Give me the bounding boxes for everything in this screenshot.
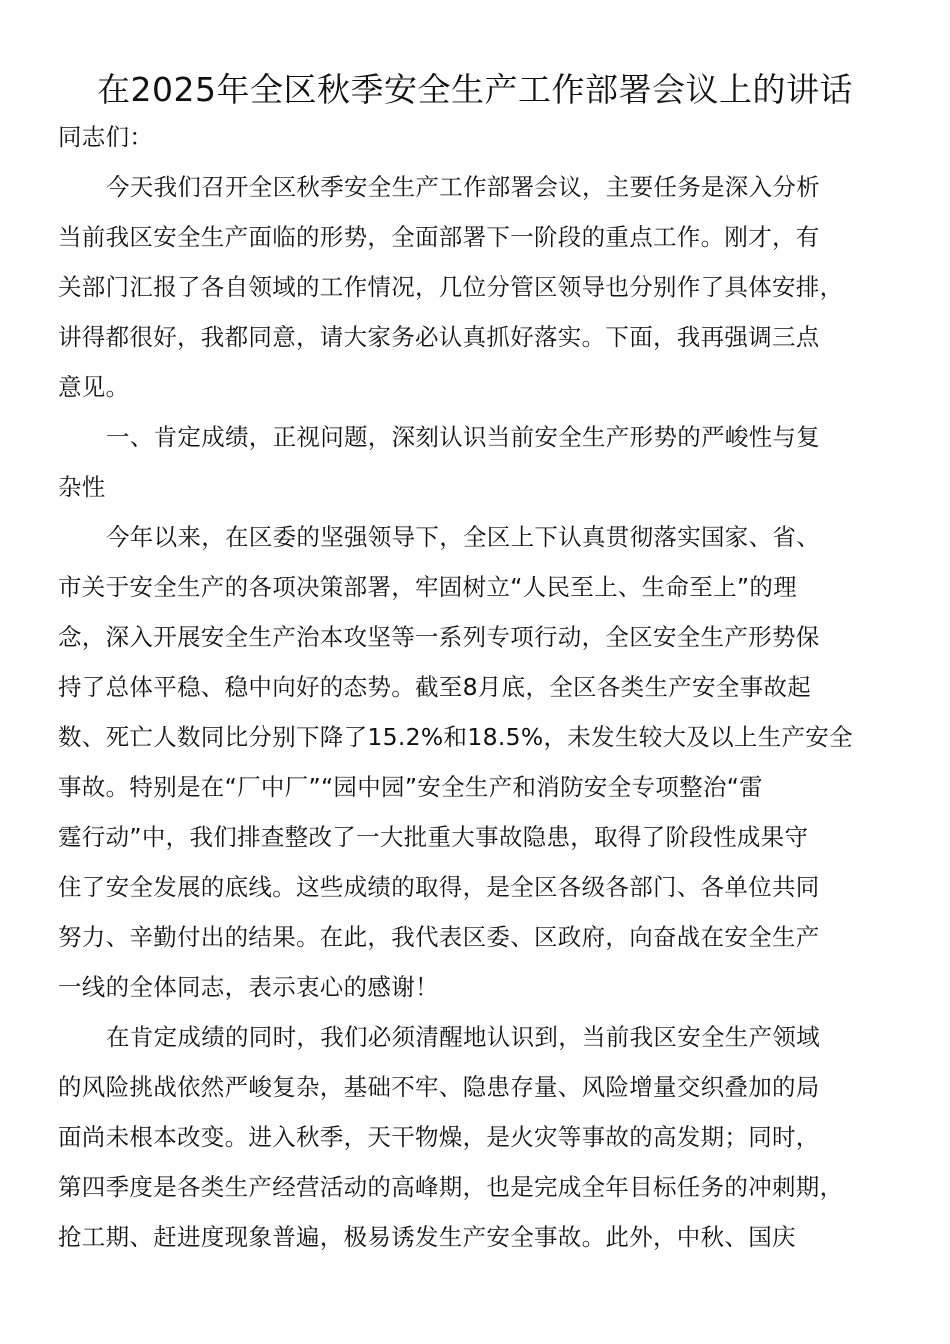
paragraph-3-line: 第四季度是各类生产经营活动的高峰期，也是完成全年目标任务的冲刺期，	[58, 1173, 844, 1201]
paragraph-2-line: 市关于安全生产的各项决策部署，牢固树立“人民至上、生命至上”的理	[58, 573, 797, 601]
paragraph-2-line: 事故。特别是在“厂中厂”“园中园”安全生产和消防安全专项整治“雷	[58, 773, 763, 801]
paragraph-2-line: 今年以来，在区委的坚强领导下，全区上下认真贯彻落实国家、省、	[106, 523, 820, 551]
paragraph-2-line: 一线的全体同志，表示衷心的感谢！	[58, 973, 439, 1001]
paragraph-1-line: 关部门汇报了各自领域的工作情况，几位分管区领导也分别作了具体安排，	[58, 273, 844, 301]
paragraph-3-line: 的风险挑战依然严峻复杂，基础不牢、隐患存量、风险增量交织叠加的局	[58, 1073, 820, 1101]
document-body	[58, 112, 894, 1262]
section-heading-1-line: 杂性	[58, 473, 106, 501]
paragraph-2-line: 数、死亡人数同比分别下降了15.2%和18.5%，未发生较大及以上生产安全	[58, 723, 853, 751]
paragraph-2-line: 努力、辛勤付出的结果。在此，我代表区委、区政府，向奋战在安全生产	[58, 923, 820, 951]
paragraph-1-line: 意见。	[58, 373, 130, 401]
paragraph-1-line: 讲得都很好，我都同意，请大家务必认真抓好落实。下面，我再强调三点	[58, 323, 820, 351]
paragraph-2-line: 持了总体平稳、稳中向好的态势。截至8月底，全区各类生产安全事故起	[58, 673, 812, 701]
greeting: 同志们：	[58, 123, 154, 151]
paragraph-3-line: 在肯定成绩的同时，我们必须清醒地认识到，当前我区安全生产领域	[106, 1023, 820, 1051]
section-heading-1-line: 一、肯定成绩，正视问题，深刻认识当前安全生产形势的严峻性与复	[106, 423, 820, 451]
document-title: 在2025年全区秋季安全生产工作部署会议上的讲话	[97, 70, 853, 109]
paragraph-2-line: 念，深入开展安全生产治本攻坚等一系列专项行动，全区安全生产形势保	[58, 623, 820, 651]
paragraph-1-line: 今天我们召开全区秋季安全生产工作部署会议，主要任务是深入分析	[106, 173, 820, 201]
paragraph-3-line: 抢工期、赶进度现象普遍，极易诱发生产安全事故。此外，中秋、国庆	[58, 1223, 796, 1251]
paragraph-2-line: 霆行动”中，我们排查整改了一大批重大事故隐患，取得了阶段性成果守	[58, 823, 809, 851]
paragraph-1-line: 当前我区安全生产面临的形势，全面部署下一阶段的重点工作。刚才，有	[58, 223, 820, 251]
paragraph-3-line: 面尚未根本改变。进入秋季，天干物燥，是火灾等事故的高发期；同时，	[58, 1123, 820, 1151]
paragraph-2-line: 住了安全发展的底线。这些成绩的取得，是全区各级各部门、各单位共同	[58, 873, 820, 901]
